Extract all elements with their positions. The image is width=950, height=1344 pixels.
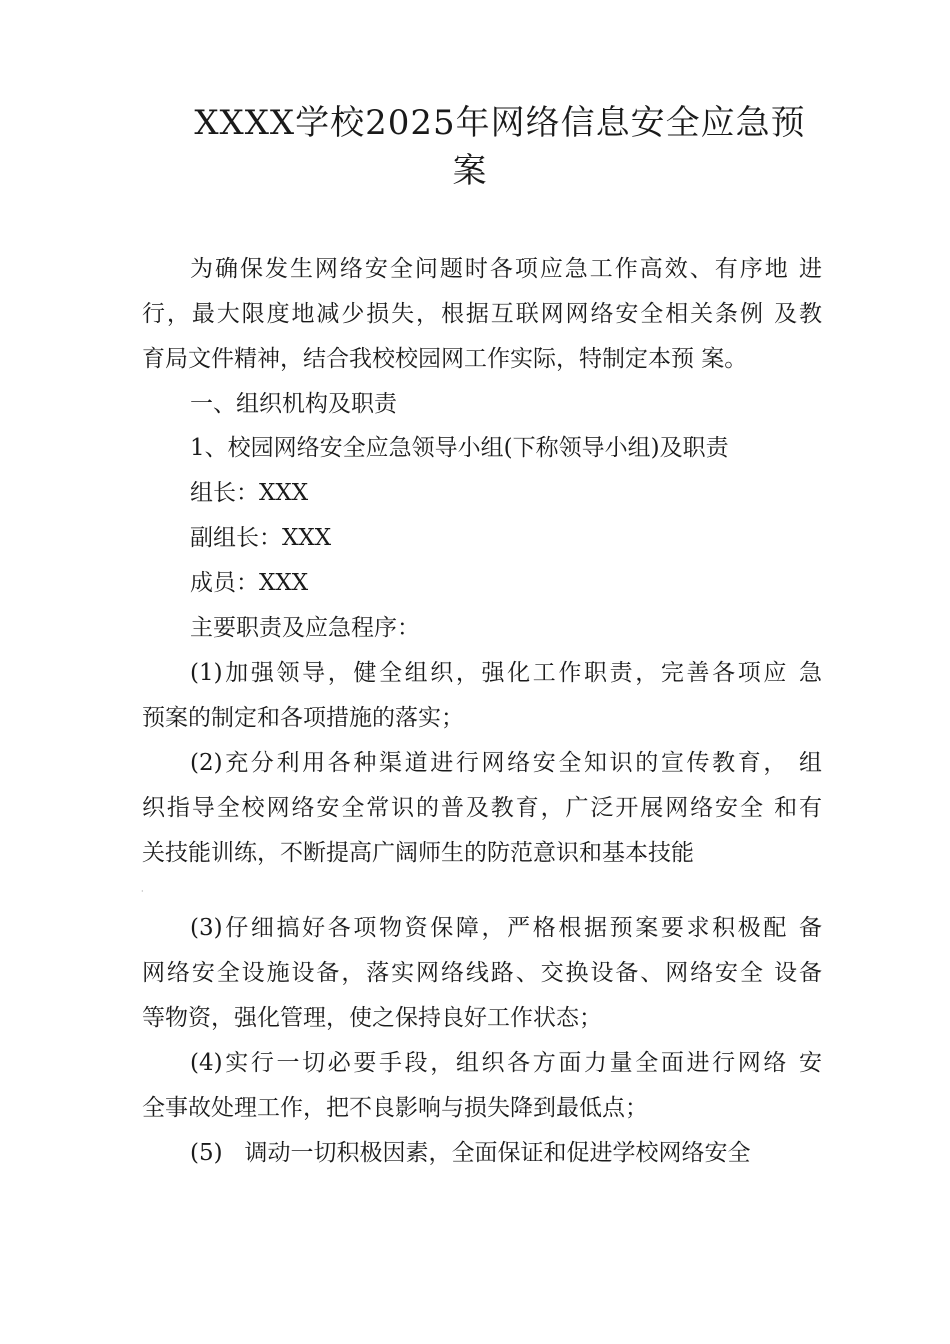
document-title-line-1: XXXX学校2025年网络信息安全应急预 <box>194 103 806 143</box>
section-heading: 一、组织机构及职责 <box>190 391 397 417</box>
intro-line-2: 行，最大限度地减少损失，根据互联网网络安全相关条例 及教 <box>142 301 822 327</box>
deputy-leader-line: 副组长：XXX <box>190 525 332 551</box>
leader-line: 组长：XXX <box>190 480 309 506</box>
members-line: 成员：XXX <box>190 570 309 596</box>
duty-3-line-1: (3)仔细搞好各项物资保障，严格根据预案要求积极配 备 <box>190 915 822 941</box>
document-title-line-2: 案 <box>452 151 488 191</box>
duty-1-line-1: (1)加强领导，健全组织，强化工作职责，完善各项应 急 <box>190 660 822 686</box>
duty-3-line-3: 等物资，强化管理，使之保持良好工作状态； <box>142 1005 602 1031</box>
duty-2-line-1: (2)充分利用各种渠道进行网络安全知识的宣传教育， 组 <box>190 750 822 776</box>
duties-heading: 主要职责及应急程序： <box>190 615 420 641</box>
intro-line-1: 为确保发生网络安全问题时各项应急工作高效、有序地 进 <box>190 256 822 282</box>
duty-2-line-3: 关技能训练，不断提高广阔师生的防范意识和基本技能 <box>142 840 694 866</box>
page-break-mark: · <box>141 887 144 896</box>
duty-4-line-1: (4)实行一切必要手段，组织各方面力量全面进行网络 安 <box>190 1050 822 1076</box>
duty-2-line-2: 织指导全校网络安全常识的普及教育，广泛开展网络安全 和有 <box>142 795 822 821</box>
intro-line-3: 育局文件精神，结合我校校园网工作实际，特制定本预 案。 <box>142 346 748 372</box>
duty-3-line-2: 网络安全设施设备，落实网络线路、交换设备、网络安全 设备 <box>142 960 822 986</box>
duty-5-line-1: (5) 调动一切积极因素，全面保证和促进学校网络安全 <box>190 1140 751 1166</box>
duty-1-line-2: 预案的制定和各项措施的落实； <box>142 705 464 731</box>
subsection-heading: 1、校园网络安全应急领导小组(下称领导小组)及职责 <box>190 435 729 461</box>
duty-4-line-2: 全事故处理工作，把不良影响与损失降到最低点； <box>142 1095 648 1121</box>
